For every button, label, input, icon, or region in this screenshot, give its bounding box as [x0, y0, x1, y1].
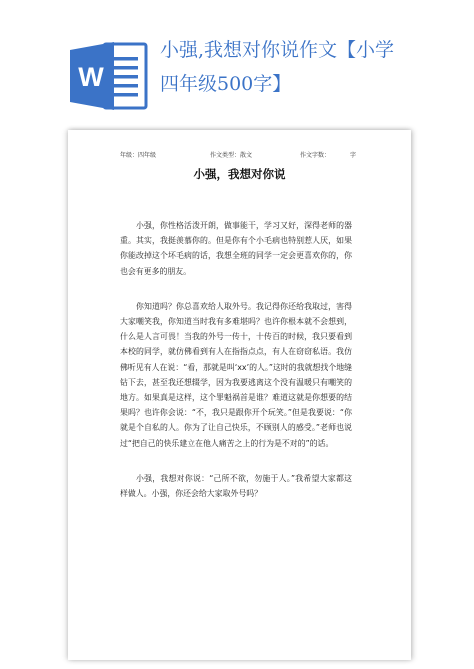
meta-word-count: 作文字数：	[300, 152, 331, 159]
meta-essay-type: 作文类型：散文	[210, 152, 253, 159]
header	[0, 0, 474, 125]
paragraph: 你知道吗？你总喜欢给人取外号。我记得你还给我取过，害得大家嘲笑我，你知道当时我有多难堪吗？也许你根本就不会想到，什么是人言可畏！当我的外号一传十，十传百的时候，我只要看到本校的同学，就仿佛看到有人在指指点点，有人在窃窃私语。我仿佛听见有人在说：“看，那就是叫‘xx’的人。”这时的我就想找个地缝钻下去，甚至我还想辍学，因为我要逃离这个没有温暖只有嘲笑的地方。如果真是这样，这个罪魁祸首是谁？难道这就是你想要的结果吗？也许你会说：“不，我只是跟你开个玩笑。”但是我要说：“你就是个自私的人。你为了让自己快乐，不顾别人的感受。”老师也说过“把自己的快乐建立在他人痛苦之上的行为是不对的”的话。	[120, 301, 352, 448]
word-icon-letter: W	[78, 62, 104, 92]
document-body	[120, 218, 352, 521]
document-title: 小强，我想对你说	[193, 167, 286, 181]
page-title	[160, 33, 460, 101]
page-title-line-2: 四年级500字】	[160, 73, 292, 95]
document-page	[68, 130, 411, 660]
document-meta	[68, 150, 411, 162]
word-document-icon	[70, 40, 150, 112]
page-title-line-1: 小强,我想对你说作文【小学	[160, 39, 395, 61]
meta-word-unit: 字	[350, 152, 357, 159]
paragraph: 小强，我想对你说：“己所不欲，勿施于人。”我希望大家都这样做人。小强，你还会给大家取外号吗？	[120, 473, 352, 499]
paragraph: 小强，你性格活泼开朗，做事能干，学习又好，深得老师的器重。其实，我挺羡慕你的。但是你有个小毛病也特别惹人厌，如果你能改掉这个坏毛病的话，我想全班的同学一定会更喜欢你的，你也会有更多的朋友。	[120, 221, 352, 276]
meta-grade: 年级：四年级	[120, 152, 157, 159]
